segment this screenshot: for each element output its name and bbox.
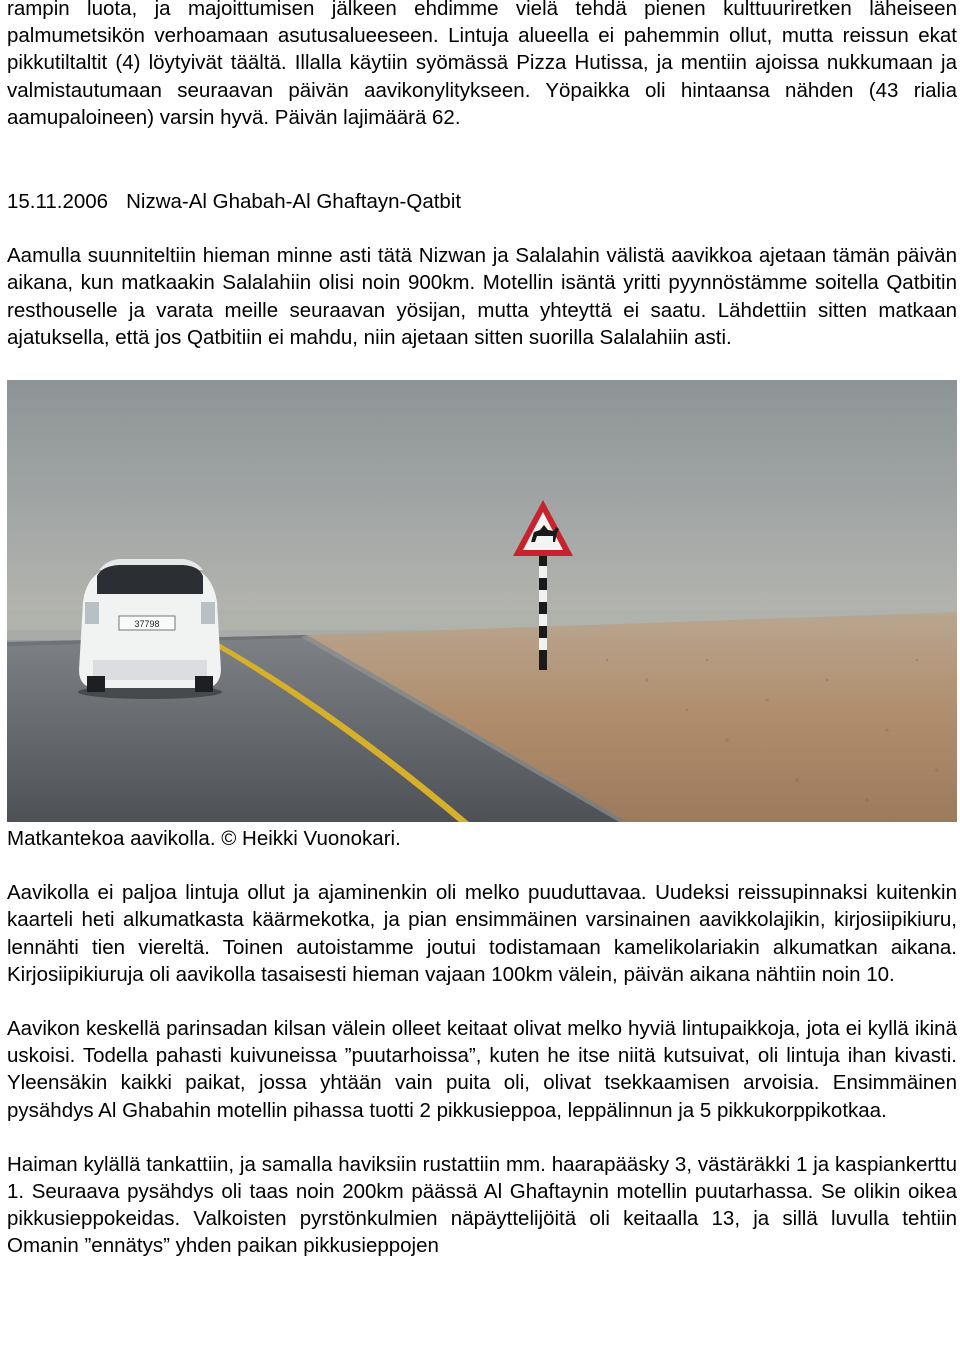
photo-caption: Matkantekoa aavikolla. © Heikki Vuonokari. xyxy=(7,827,401,851)
paragraph-oasis-stops: Aavikon keskellä parinsadan kilsan välein olleet keitaat olivat melko hyviä lintupaikkoja, jota ei kyllä ikinä uskoisi. Todella pahasti kuivuneissa ”puutarhoissa”, kuten he itse niitä kutsuivat, oli lintuja ihan kivasti. Yleensäkin kaikki paikat, jossa yhtään vain puita oli, olivat tsekkaamisen arvoisia. Ensimmäinen pysähdys Al Ghabahin motellin pihassa tuotti 2 pikkusieppoa, leppälinnun ja 5 pikkukorppikotkaa. xyxy=(7,1017,957,1122)
document-page xyxy=(7,0,957,1260)
day-heading xyxy=(7,188,957,215)
day-date: 15.11.2006 xyxy=(7,190,109,214)
paragraph-haima-village: Haiman kylällä tankattiin, ja samalla haviksiin rustattiin mm. haarapääsky 3, västäräkki 1 ja kaspiankerttu 1. Seuraava pysähdys oli taas noin 200km päässä Al Ghaftaynin motellin puutarhassa. Se olikin oikea pikkusieppokeidas. Valkoisten pyrstönkulmien näpäyttelijöitä oli keitaalla 13, ja sillä luvulla tehtiin Omanin ”ennätys” yhden paikan pikkusieppojen xyxy=(7,1152,957,1258)
paragraph-desert-birds: Aavikolla ei paljoa lintuja ollut ja ajaminenkin oli melko puuduttavaa. Uudeksi reissupinnaksi kuitenkin kaarteli heti alkumatkasta käärmekotka, ja pian ensimmäinen varsinainen aavikkolajikin, kirjosiipikiuru, lennähti tien viereltä. Toinen autoistamme joutui todistamaan kamelikolariakin alkumatkan aikana. Kirjosiipikiuruja oli aavikolla tasaisesti hieman vajaan 100km välein, päivän aikana nähtiin noin 10. xyxy=(7,881,957,986)
paragraph-intro: rampin luota, ja majoittumisen jälkeen ehdimme vielä tehdä pienen kulttuuriretken läheiseen palmumetsikön verhoamaan asutusalueeseen. Lintuja alueella ei pahemmin ollut, mutta reissun ekat pikkutiltaltit (4) löytyivät täältä. Illalla käytiin syömässä Pizza Hutissa, ja mentiin ajoissa nukkumaan ja valmistautumaan seuraavan päivän aavikonylitykseen. Yöpaikka oli hintaansa nähden (43 rialia aamupaloineen) varsin hyvä. Päivän lajimäärä 62. xyxy=(7,0,957,129)
white-car xyxy=(78,559,222,699)
license-plate: 37798 xyxy=(134,619,160,630)
desert-road-illustration xyxy=(7,380,957,822)
paragraph-morning-plan: Aamulla suunniteltiin hieman minne asti tätä Nizwan ja Salalahin välistä aavikkoa ajetaan tämän päivän aikana, kun matkaakin Salalahiin olisi noin 900km. Motellin isäntä yritti pyynnöstämme soitella Qatbitin resthouselle ja varata meille seuraavan yösijan, mutta yhteyttä ei saatu. Lähdettiin sitten matkaan ajatuksella, että jos Qatbitiin ei mahdu, niin ajetaan sitten suorilla Salalahiin asti. xyxy=(7,244,957,349)
day-route: Nizwa-Al Ghabah-Al Ghaftayn-Qatbit xyxy=(126,190,462,214)
desert-road-photo xyxy=(7,380,957,822)
